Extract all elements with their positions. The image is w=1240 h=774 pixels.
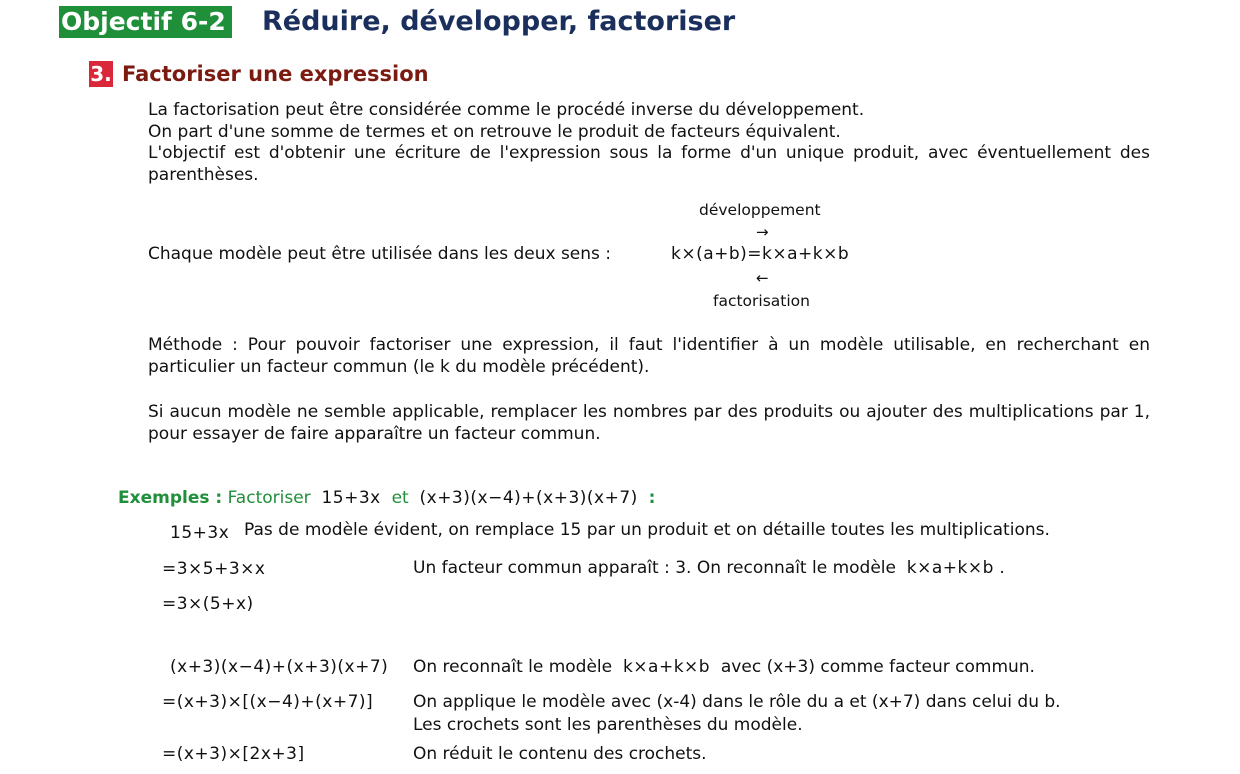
section-title: Factoriser une expression: [122, 62, 429, 86]
example1-start-expr: 15+3x: [170, 523, 230, 543]
example2-step1-note-2: Les crochets sont les parenthèses du modèle.: [413, 715, 803, 735]
advice-paragraph: Si aucun modèle ne semble applicable, remplacer les nombres par des produits ou ajouter des multiplications par 1, pour essayer de faire apparaître un facteur commun.: [148, 402, 1150, 444]
example1-start-note: Pas de modèle évident, on remplace 15 par un produit et on détaille toutes les multiplications.: [244, 520, 1050, 540]
method-paragraph: Méthode : Pour pouvoir factoriser une expression, il faut l'identifier à un modèle utilisable, en recherchant en particulier un facteur commun (le k du modèle précédent).: [148, 335, 1150, 377]
example2-step2-note: On réduit le contenu des crochets.: [413, 744, 707, 764]
objective-badge: Objectif 6-2: [59, 6, 232, 38]
section-number: 3.: [90, 62, 112, 86]
example1-step1-note: [413, 557, 1005, 579]
example2-start-note-b: avec (x+3) comme facteur commun.: [720, 657, 1035, 677]
development-label: développement: [699, 201, 821, 219]
intro-line-3: L'objectif est d'obtenir une écriture de l'expression sous la forme d'un unique produit, avec éventuellement des parenthèses.: [148, 143, 1150, 185]
example1-step1-expr: =3×5+3×x: [162, 559, 266, 579]
example2-start-expr: (x+3)(x−4)+(x+3)(x+7): [170, 657, 389, 677]
example2-start-note: [413, 656, 1035, 678]
intro-line-1: La factorisation peut être considérée comme le procédé inverse du développement.: [148, 100, 865, 120]
example2-start-model: k×a+k×b: [622, 657, 711, 677]
model-formula: k×(a+b)=k×a+k×b: [671, 244, 850, 264]
model-sentence: Chaque modèle peut être utilisée dans les deux sens :: [148, 244, 612, 264]
intro-line-2: On part d'une somme de termes et on retrouve le produit de facteurs équivalent.: [148, 122, 841, 142]
example2-step1-note-1: On applique le modèle avec (x-4) dans le rôle du a et (x+7) dans celui du b.: [413, 692, 1061, 712]
examples-colon: :: [648, 488, 656, 508]
examples-verb: Factoriser: [227, 488, 311, 508]
examples-expr-2: (x+3)(x−4)+(x+3)(x+7): [419, 488, 638, 508]
examples-connector: et: [391, 488, 409, 508]
example1-step1-note-a: Un facteur commun apparaît : 3. On reconnaît le modèle: [413, 558, 896, 578]
arrow-right-icon: →: [756, 223, 769, 241]
arrow-left-icon: ←: [756, 269, 769, 287]
objective-title: Réduire, développer, factoriser: [262, 6, 736, 37]
example2-step1-expr: =(x+3)×[(x−4)+(x+7)]: [162, 692, 374, 712]
example1-step1-model: k×a+k×b: [906, 558, 994, 578]
examples-expr-1: 15+3x: [321, 488, 381, 508]
examples-heading: [118, 487, 655, 509]
example2-start-note-a: On reconnaît le modèle: [413, 657, 613, 677]
examples-label: Exemples :: [118, 488, 223, 508]
example1-step1-note-b: .: [999, 558, 1005, 578]
factorisation-label: factorisation: [713, 292, 810, 310]
example1-step2-expr: =3×(5+x): [162, 594, 254, 614]
example2-step2-expr: =(x+3)×[2x+3]: [162, 744, 305, 764]
